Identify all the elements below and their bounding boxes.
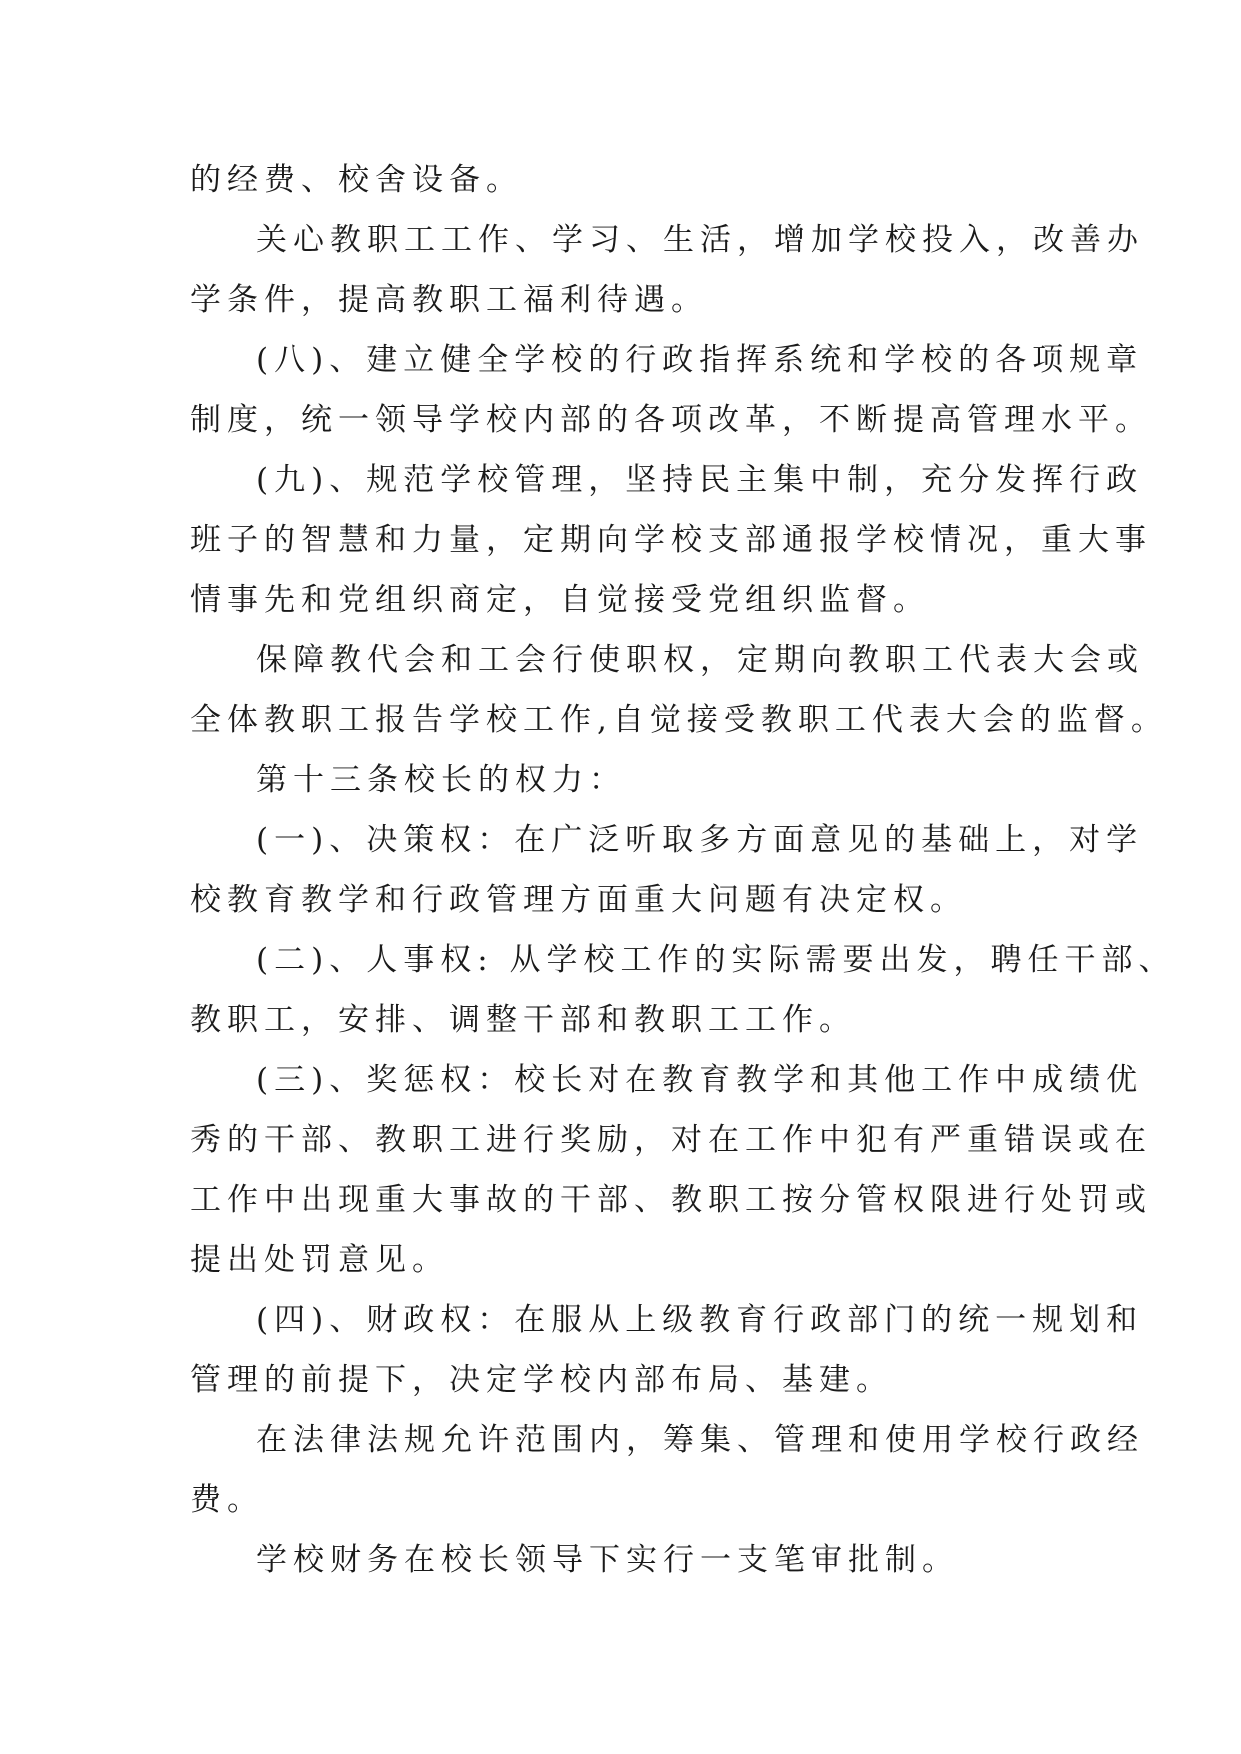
body-line: (一)、决策权：在广泛听取多方面意见的基础上，对学 — [256, 822, 1144, 858]
body-line: (八)、建立健全学校的行政指挥系统和学校的各项规章 — [256, 342, 1144, 378]
body-line: 管理的前提下，决定学校内部布局、基建。 — [190, 1362, 893, 1398]
body-line: 关心教职工工作、学习、生活，增加学校投入，改善办 — [256, 222, 1144, 258]
body-line: 制度，统一领导学校内部的各项改革，不断提高管理水平。 — [190, 402, 1152, 438]
body-line: 情事先和党组织商定，自觉接受党组织监督。 — [190, 582, 930, 618]
body-line: 班子的智慧和力量，定期向学校支部通报学校情况，重大事 — [190, 522, 1152, 558]
body-line: (二)、人事权: 从学校工作的实际需要出发，聘任干部、 — [256, 942, 1176, 978]
body-line: 学条件，提高教职工福利待遇。 — [190, 282, 708, 318]
body-line: 全体教职工报告学校工作,自觉接受教职工代表大会的监督。 — [190, 702, 1168, 738]
body-line: 的经费、校舍设备。 — [190, 162, 523, 198]
body-line: 秀的干部、教职工进行奖励，对在工作中犯有严重错误或在 — [190, 1122, 1152, 1158]
body-line: 费。 — [190, 1482, 264, 1518]
body-line: (九)、规范学校管理，坚持民主集中制，充分发挥行政 — [256, 462, 1144, 498]
document-body — [190, 150, 1176, 1590]
body-line: 教职工，安排、调整干部和教职工工作。 — [190, 1002, 856, 1038]
body-line: (三)、奖惩权：校长对在教育教学和其他工作中成绩优 — [256, 1062, 1144, 1098]
body-line: 提出处罚意见。 — [190, 1242, 449, 1278]
body-line: (四)、财政权：在服从上级教育行政部门的统一规划和 — [256, 1302, 1144, 1338]
body-line: 学校财务在校长领导下实行一支笔审批制。 — [256, 1542, 959, 1578]
section-heading: 第十三条校长的权力： — [256, 762, 626, 798]
body-line: 工作中出现重大事故的干部、教职工按分管权限进行处罚或 — [190, 1182, 1152, 1218]
body-line: 校教育教学和行政管理方面重大问题有决定权。 — [190, 882, 967, 918]
body-line: 保障教代会和工会行使职权，定期向教职工代表大会或 — [256, 642, 1144, 678]
body-line: 在法律法规允许范围内，筹集、管理和使用学校行政经 — [256, 1422, 1144, 1458]
